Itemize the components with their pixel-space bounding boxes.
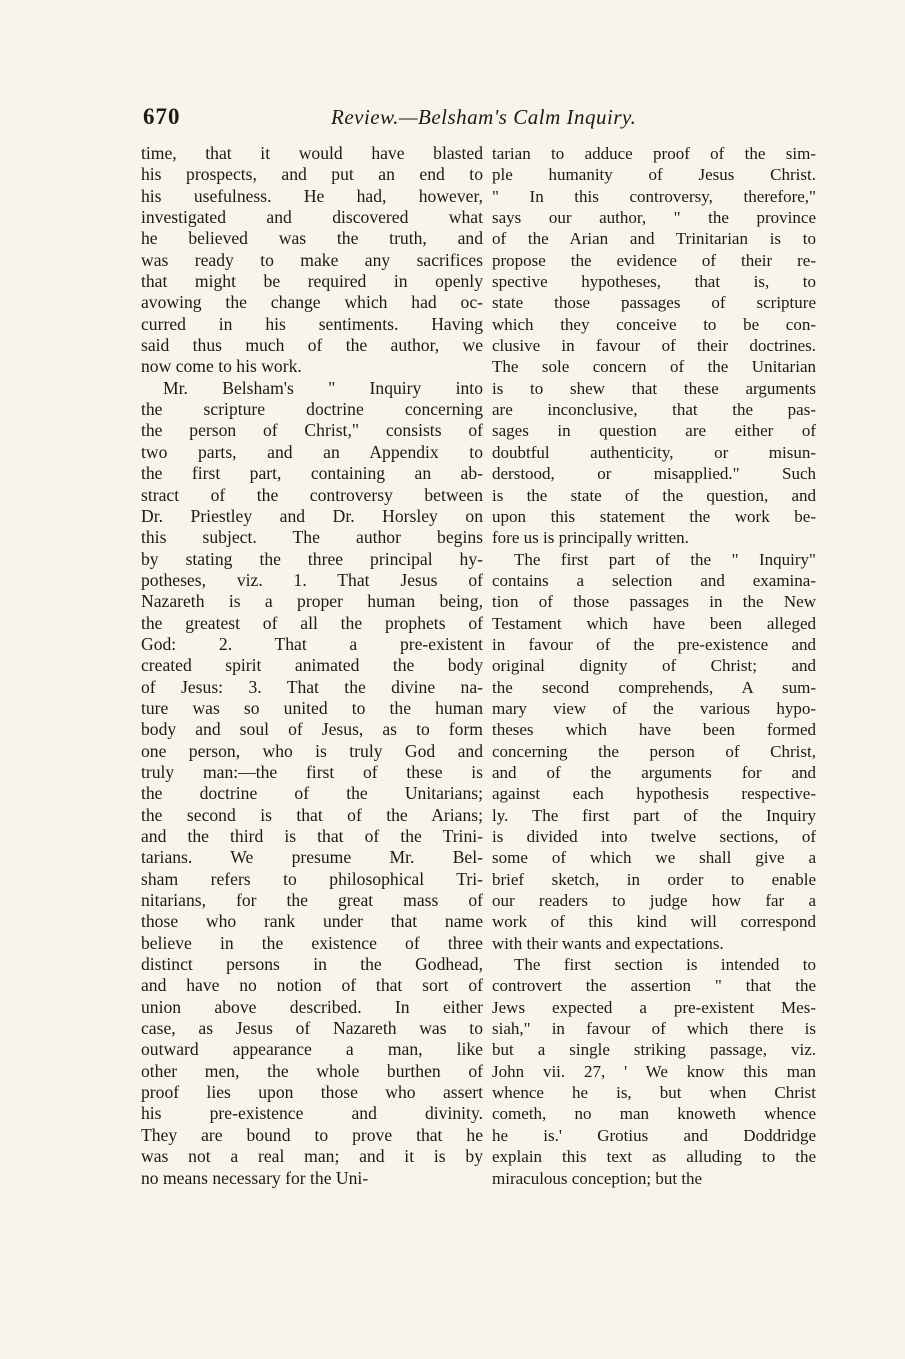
text-line: God: 2. That a pre-existent (141, 633, 483, 654)
text-line: nitarians, for the great mass of (141, 890, 483, 911)
text-line: They are bound to prove that he (141, 1124, 483, 1145)
text-line: brief sketch, in order to enable (492, 869, 816, 889)
text-line: siah," in favour of which there is (492, 1019, 816, 1039)
text-line: the doctrine of the Unitarians; (141, 783, 483, 804)
text-line: fore us is principally written. (492, 528, 689, 548)
left-text-column (141, 143, 483, 1189)
text-line: miraculous conception; but the (492, 1168, 703, 1188)
text-line: says our author, " the province (492, 208, 816, 228)
text-line: with their wants and expectations. (492, 933, 724, 953)
text-line: created spirit animated the body (141, 655, 483, 676)
text-line: his prospects, and put an end to (141, 164, 483, 185)
text-line: was ready to make any sacrifices (141, 249, 483, 270)
text-line: potheses, viz. 1. That Jesus of (141, 569, 483, 590)
text-line: now come to his work. (141, 356, 302, 377)
text-line: work of this kind will correspond (492, 912, 816, 932)
running-head: Review.—Belsham's Calm Inquiry. (331, 105, 637, 129)
text-line: truly man:—the first of these is (141, 761, 483, 782)
text-line: those who rank under that name (141, 911, 483, 932)
text-line: and of the arguments for and (492, 762, 816, 782)
text-line: in favour of the pre-existence and (492, 634, 816, 654)
text-line: tarian to adduce proof of the sim- (492, 144, 816, 163)
text-line: the greatest of all the prophets of (141, 612, 483, 633)
text-line: body and soul of Jesus, as to form (141, 719, 483, 740)
text-line: are inconclusive, that the pas- (492, 400, 816, 420)
text-line: theses which have been formed (492, 720, 816, 740)
text-line: is divided into twelve sections, of (492, 827, 816, 846)
text-line: mary view of the various hypo- (492, 698, 816, 718)
text-line: contains a selection and examina- (492, 570, 816, 590)
text-line: derstood, or misapplied." Such (492, 464, 816, 484)
text-line: the scripture doctrine concerning (141, 399, 483, 420)
text-line: The sole concern of the Unitarian (492, 357, 816, 377)
text-line: the second comprehends, A sum- (492, 677, 816, 697)
text-line: doubtful authenticity, or misun- (492, 442, 816, 462)
page-header (143, 104, 703, 132)
text-line: union above described. In either (141, 996, 483, 1017)
text-line: this subject. The author begins (141, 527, 483, 548)
text-line: controvert the assertion " that the (492, 976, 816, 996)
text-line: no means necessary for the Uni- (141, 1167, 369, 1188)
text-line: he is.' Grotius and Doddridge (492, 1125, 816, 1145)
text-line: Jews expected a pre-existent Mes- (492, 997, 816, 1017)
text-line: believe in the existence of three (141, 932, 483, 953)
text-line: ple humanity of Jesus Christ. (492, 165, 816, 185)
text-line: our readers to judge how far a (492, 891, 816, 911)
text-line: which they conceive to be con- (492, 314, 816, 334)
text-line: propose the evidence of their re- (492, 250, 816, 270)
text-line: The first part of the " Inquiry" (514, 549, 816, 569)
text-line: spective hypotheses, that is, to (492, 272, 816, 292)
text-line: of the Arian and Trinitarian is to (492, 229, 816, 249)
text-line: he believed was the truth, and (141, 228, 483, 249)
text-line: was not a real man; and it is by (141, 1146, 483, 1167)
text-line: outward appearance a man, like (141, 1039, 483, 1060)
text-line: state those passages of scripture (492, 293, 816, 313)
text-line: against each hypothesis respective- (492, 784, 816, 804)
text-line: of Jesus: 3. That the divine na- (141, 676, 483, 697)
text-line: upon this statement the work be- (492, 506, 816, 526)
text-line: Dr. Priestley and Dr. Horsley on (141, 505, 483, 526)
text-line: distinct persons in the Godhead, (141, 954, 483, 975)
text-line: Nazareth is a proper human being, (141, 591, 483, 612)
text-line: his pre-existence and divinity. (141, 1103, 483, 1124)
text-line: time, that it would have blasted (141, 143, 483, 163)
text-line: sham refers to philosophical Tri- (141, 868, 483, 889)
text-line: one person, who is truly God and (141, 740, 483, 761)
text-line: cometh, no man knoweth whence (492, 1104, 816, 1124)
text-line: proof lies upon those who assert (141, 1082, 483, 1103)
text-line: John vii. 27, ' We know this man (492, 1061, 816, 1081)
text-line: and have no notion of that sort of (141, 975, 483, 996)
text-line: two parts, and an Appendix to (141, 441, 483, 462)
text-line: the person of Christ," consists of (141, 420, 483, 441)
text-line: the first part, containing an ab- (141, 463, 483, 484)
text-line: some of which we shall give a (492, 848, 816, 868)
text-line: tion of those passages in the New (492, 592, 816, 612)
text-line: curred in his sentiments. Having (141, 313, 483, 334)
text-line: by stating the three principal hy- (141, 548, 483, 569)
right-text-column (492, 143, 816, 1189)
text-line: Testament which have been alleged (492, 613, 816, 633)
text-line: " In this controversy, therefore," (492, 186, 816, 206)
text-line: is to shew that these arguments (492, 378, 816, 398)
text-line: that might be required in openly (141, 271, 483, 292)
text-line: case, as Jesus of Nazareth was to (141, 1018, 483, 1039)
text-line: whence he is, but when Christ (492, 1083, 816, 1103)
text-line: sages in question are either of (492, 421, 816, 441)
text-line: concerning the person of Christ, (492, 741, 816, 761)
text-line: Mr. Belsham's " Inquiry into (163, 377, 483, 398)
text-line: his usefulness. He had, however, (141, 185, 483, 206)
text-line: and the third is that of the Trini- (141, 826, 483, 846)
text-line: original dignity of Christ; and (492, 656, 816, 676)
text-line: The first section is intended to (514, 955, 816, 975)
text-line: ture was so united to the human (141, 697, 483, 718)
text-line: but a single striking passage, viz. (492, 1040, 816, 1060)
page-number: 670 (143, 104, 181, 129)
text-line: tarians. We presume Mr. Bel- (141, 847, 483, 868)
text-line: other men, the whole burthen of (141, 1060, 483, 1081)
text-line: said thus much of the author, we (141, 335, 483, 356)
text-line: avowing the change which had oc- (141, 292, 483, 313)
text-line: stract of the controversy between (141, 484, 483, 505)
text-line: clusive in favour of their doctrines. (492, 336, 816, 356)
text-line: investigated and discovered what (141, 207, 483, 228)
text-line: ly. The first part of the Inquiry (492, 805, 816, 825)
text-line: the second is that of the Arians; (141, 804, 483, 825)
text-line: explain this text as alluding to the (492, 1147, 816, 1167)
text-line: is the state of the question, and (492, 485, 816, 505)
